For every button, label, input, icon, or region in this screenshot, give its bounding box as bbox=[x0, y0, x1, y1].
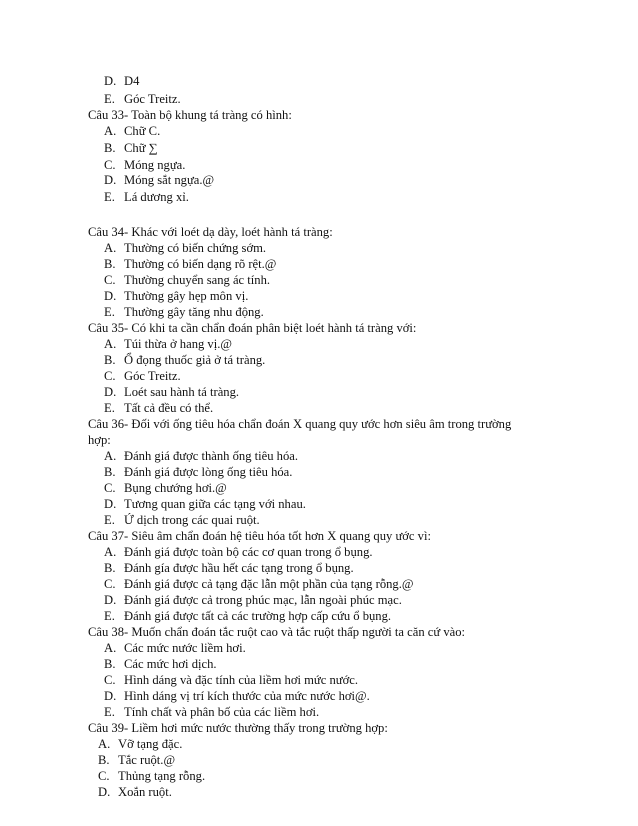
option-letter: A. bbox=[104, 124, 117, 138]
option-line bbox=[104, 545, 373, 560]
option-line bbox=[104, 657, 217, 672]
option-text: Thường gây tăng nhu động. bbox=[124, 305, 264, 319]
option-letter: E. bbox=[104, 609, 115, 623]
option-letter: E. bbox=[104, 401, 115, 415]
option-letter: C. bbox=[104, 158, 116, 172]
option-letter: D. bbox=[104, 385, 117, 399]
option-letter: E. bbox=[104, 92, 115, 106]
option-letter: E. bbox=[104, 513, 115, 527]
option-line bbox=[104, 141, 158, 156]
option-text: Móng ngựa. bbox=[124, 158, 186, 172]
option-letter: E. bbox=[104, 705, 115, 719]
option-letter: C. bbox=[104, 481, 116, 495]
option-letter: B. bbox=[98, 753, 110, 767]
option-letter: D. bbox=[104, 497, 117, 511]
option-line bbox=[104, 593, 402, 608]
option-letter: D. bbox=[104, 689, 117, 703]
option-text: Đánh giá được tất cả các trường hợp cấp cứu ổ bụng. bbox=[124, 609, 392, 623]
option-letter: B. bbox=[104, 657, 116, 671]
question-line: Câu 39- Liềm hơi mức nước thường thấy trong trường hợp: bbox=[88, 721, 388, 735]
option-line bbox=[104, 273, 270, 288]
option-letter: C. bbox=[98, 769, 110, 783]
option-line bbox=[104, 158, 185, 173]
option-letter: D. bbox=[104, 593, 117, 607]
option-line bbox=[104, 369, 181, 384]
option-line bbox=[104, 190, 189, 205]
option-text: Hình dáng vị trí kích thước của mức nước hơi@. bbox=[124, 689, 370, 703]
question-line: Câu 38- Muốn chẩn đoán tắc ruột cao và tắc ruột thấp người ta căn cứ vào: bbox=[88, 625, 466, 639]
option-text: Tính chất và phân bố của các liềm hơi. bbox=[124, 705, 320, 719]
option-letter: D. bbox=[98, 785, 111, 799]
option-line bbox=[104, 74, 139, 89]
option-letter: D. bbox=[104, 173, 117, 187]
option-text: Góc Treitz. bbox=[124, 92, 181, 106]
option-text: Đánh giá được toàn bộ các cơ quan trong ổ bụng. bbox=[124, 545, 373, 559]
option-text: Hình dáng và đặc tính của liềm hơi mức nước. bbox=[124, 673, 359, 687]
option-text: Ứ dịch trong các quai ruột. bbox=[124, 513, 260, 527]
option-letter: C. bbox=[104, 369, 116, 383]
option-line bbox=[98, 753, 175, 768]
option-text: Đánh giá được cả tạng đặc lẫn một phần của tạng rỗng.@ bbox=[124, 577, 414, 591]
option-text: D4 bbox=[124, 74, 140, 88]
option-letter: E. bbox=[104, 190, 115, 204]
option-letter: A. bbox=[104, 545, 117, 559]
question-line: Câu 35- Có khi ta cần chẩn đoán phân biệt loét hành tá tràng với: bbox=[88, 321, 417, 335]
option-text: Vỡ tạng đặc. bbox=[118, 737, 183, 751]
option-line bbox=[104, 385, 239, 400]
option-line bbox=[104, 337, 232, 352]
option-text: Móng sắt ngựa.@ bbox=[124, 173, 215, 187]
option-letter: A. bbox=[104, 449, 117, 463]
option-line bbox=[104, 173, 214, 188]
option-text: Đánh giá được lòng ống tiêu hóa. bbox=[124, 465, 293, 479]
option-text: Thường chuyển sang ác tính. bbox=[124, 273, 271, 287]
option-text: Bụng chướng hơi.@ bbox=[124, 481, 227, 495]
question-line: Câu 33- Toàn bộ khung tá tràng có hình: bbox=[88, 108, 292, 122]
option-letter: A. bbox=[104, 337, 117, 351]
option-line bbox=[104, 305, 264, 320]
option-text: Các mức hơi dịch. bbox=[124, 657, 217, 671]
option-text: Thủng tạng rỗng. bbox=[118, 769, 206, 783]
option-line bbox=[104, 257, 276, 272]
option-line bbox=[104, 449, 298, 464]
option-line bbox=[104, 289, 248, 304]
option-letter: B. bbox=[104, 353, 116, 367]
option-text: Thường có biến dạng rõ rệt.@ bbox=[124, 257, 277, 271]
option-text: Xoắn ruột. bbox=[118, 785, 172, 799]
option-text: Chữ ∑ bbox=[124, 141, 158, 155]
option-text: Tất cả đều có thể. bbox=[124, 401, 214, 415]
option-text: Thường gây hẹp môn vị. bbox=[124, 289, 249, 303]
option-letter: B. bbox=[104, 561, 116, 575]
option-letter: C. bbox=[104, 577, 116, 591]
option-text: Góc Treitz. bbox=[124, 369, 181, 383]
option-letter: B. bbox=[104, 465, 116, 479]
option-line bbox=[104, 124, 160, 139]
option-text: Các mức nước liềm hơi. bbox=[124, 641, 246, 655]
option-line bbox=[98, 769, 205, 784]
option-text: Đánh giá được cả trong phúc mạc, lẫn ngoài phúc mạc. bbox=[124, 593, 402, 607]
question-line: hợp: bbox=[88, 433, 111, 447]
option-text: Túi thừa ở hang vị.@ bbox=[124, 337, 232, 351]
option-line bbox=[104, 497, 306, 512]
option-line bbox=[104, 481, 227, 496]
option-line bbox=[104, 609, 391, 624]
option-line bbox=[104, 241, 266, 256]
option-line bbox=[98, 737, 182, 752]
option-text: Tương quan giữa các tạng với nhau. bbox=[124, 497, 306, 511]
option-letter: B. bbox=[104, 141, 116, 155]
option-line bbox=[104, 689, 370, 704]
option-letter: D. bbox=[104, 289, 117, 303]
option-text: Ổ đọng thuốc giả ở tá tràng. bbox=[124, 353, 266, 367]
option-letter: E. bbox=[104, 305, 115, 319]
option-text: Loét sau hành tá tràng. bbox=[124, 385, 240, 399]
option-line bbox=[104, 673, 358, 688]
option-text: Thường có biến chứng sớm. bbox=[124, 241, 267, 255]
option-letter: B. bbox=[104, 257, 116, 271]
option-text: Tắc ruột.@ bbox=[118, 753, 176, 767]
option-letter: A. bbox=[104, 241, 117, 255]
option-text: Chữ C. bbox=[124, 124, 161, 138]
question-line: Câu 37- Siêu âm chẩn đoán hệ tiêu hóa tốt hơn X quang quy ước vì: bbox=[88, 529, 431, 543]
option-line bbox=[104, 641, 246, 656]
option-line bbox=[104, 401, 213, 416]
option-letter: C. bbox=[104, 673, 116, 687]
question-line: Câu 36- Đối với ống tiêu hóa chẩn đoán X quang quy ước hơn siêu âm trong trường bbox=[88, 417, 512, 431]
option-letter: A. bbox=[104, 641, 117, 655]
option-text: Đánh gía được hầu hết các tạng trong ổ bụng. bbox=[124, 561, 354, 575]
option-line bbox=[104, 353, 265, 368]
question-line: Câu 34- Khác với loét dạ dày, loét hành tá tràng: bbox=[88, 225, 333, 239]
option-line bbox=[104, 465, 292, 480]
option-line bbox=[104, 705, 319, 720]
option-text: Lá dương xỉ. bbox=[124, 190, 189, 204]
option-letter: C. bbox=[104, 273, 116, 287]
option-line bbox=[98, 785, 172, 800]
option-line bbox=[104, 92, 181, 107]
option-line bbox=[104, 561, 354, 576]
option-letter: D. bbox=[104, 74, 117, 88]
option-letter: A. bbox=[98, 737, 111, 751]
option-text: Đánh giá được thành ống tiêu hóa. bbox=[124, 449, 299, 463]
option-line bbox=[104, 577, 413, 592]
option-line bbox=[104, 513, 260, 528]
